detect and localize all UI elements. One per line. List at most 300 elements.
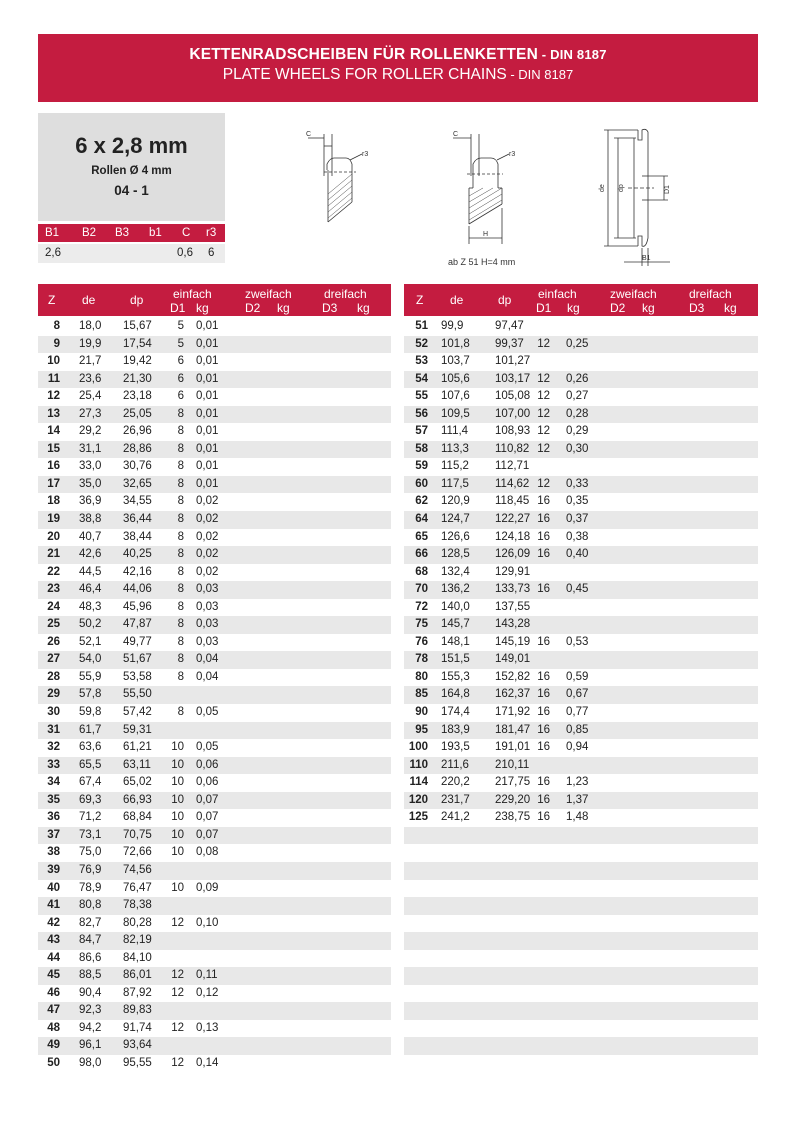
cell-kg: 0,05 [196,706,219,719]
cell-dp: 107,00 [495,407,531,420]
th-einfach: einfach [173,287,212,301]
cell-z: 47 [47,1004,60,1017]
cell-de: 48,3 [79,600,102,613]
th-d2-r: D2 [610,301,626,315]
cell-z: 65 [415,530,428,543]
cell-d1: 8 [177,513,184,526]
cell-de: 42,6 [79,548,102,561]
table-row [404,844,758,862]
cell-dp: 47,87 [123,618,152,631]
cell-dp: 36,44 [123,513,152,526]
dim-head-c: C [182,227,191,239]
cell-kg: 0,02 [196,530,219,543]
cell-de: 29,2 [79,425,102,438]
cell-d1: 16 [537,688,550,701]
cell-de: 115,2 [441,460,469,473]
cell-z: 58 [415,442,428,455]
cell-dp: 122,27 [495,513,531,526]
cell-kg: 0,01 [196,407,219,420]
cell-z: 37 [47,828,60,841]
dim-head-b3: B3 [115,227,130,239]
spec-rollen: Rollen Ø 4 mm [91,165,172,177]
cell-de: 101,8 [441,337,470,350]
cell-dp: 38,44 [123,530,152,543]
table-header-right [404,284,758,316]
cell-de: 120,9 [441,495,470,508]
cell-kg: 0,10 [196,916,219,929]
table-row [404,739,758,757]
table-row [38,950,391,968]
cell-dp: 17,54 [123,337,152,350]
cell-z: 125 [408,811,428,824]
cell-de: 96,1 [79,1039,102,1052]
table-row [404,1020,758,1038]
cell-z: 34 [47,776,60,789]
th-kg2-r: kg [642,301,655,315]
cell-de: 38,8 [79,513,102,526]
table-row [38,862,391,880]
cell-de: 59,8 [79,706,102,719]
cell-dp: 23,18 [123,390,152,403]
cell-dp: 101,27 [495,355,531,368]
table-row [38,844,391,862]
cell-dp: 70,75 [123,828,152,841]
cell-z: 95 [415,723,428,736]
cell-kg: 0,30 [566,442,589,455]
cell-dp: 76,47 [123,881,152,894]
cell-z: 14 [47,425,60,438]
table-row [38,792,391,810]
cell-de: 94,2 [79,1021,102,1034]
cell-dp: 118,45 [495,495,530,508]
cell-z: 114 [409,776,428,789]
table-row [404,757,758,775]
cell-z: 56 [415,407,428,420]
cell-de: 23,6 [79,372,102,385]
table-row [404,616,758,634]
cell-z: 10 [47,355,60,368]
cell-z: 11 [47,372,60,385]
cell-de: 78,9 [79,881,102,894]
cell-dp: 68,84 [123,811,152,824]
table-row [38,1002,391,1020]
cell-dp: 97,47 [495,320,524,332]
cell-dp: 143,28 [495,618,531,631]
cell-z: 64 [415,513,428,526]
th-d1: D1 [170,301,186,315]
cell-dp: 34,55 [123,495,152,508]
cell-z: 12 [47,390,60,403]
table-row [38,599,391,617]
table-row [38,932,391,950]
table-row [38,722,391,740]
cell-d1: 8 [177,653,184,666]
cell-kg: 0,38 [566,530,589,543]
cell-dp: 137,55 [495,600,531,613]
cell-dp: 30,76 [123,460,152,473]
table-row [404,599,758,617]
cell-dp: 86,01 [123,969,152,982]
cell-d1: 8 [177,583,184,596]
cell-de: 36,9 [79,495,102,508]
cell-dp: 87,92 [123,986,152,999]
th-z: Z [48,293,56,307]
table-row [404,792,758,810]
cell-z: 22 [47,565,60,578]
table-body-left [38,318,391,1073]
cell-de: 61,7 [79,723,102,736]
cell-z: 17 [47,477,60,490]
cell-d1: 16 [537,670,550,683]
cell-kg: 0,02 [196,513,219,526]
cell-kg: 0,01 [196,355,219,368]
cell-d1: 10 [171,846,184,859]
cell-kg: 0,03 [196,600,219,613]
cell-d1: 12 [537,477,550,490]
table-row [404,669,758,687]
th-kg2: kg [277,301,290,315]
th-dp: dp [130,293,144,307]
table-header-left [38,284,391,316]
table-row [404,529,758,547]
cell-dp: 93,64 [123,1039,152,1052]
cell-dp: 21,30 [123,372,152,385]
cell-d1: 8 [177,670,184,683]
cell-z: 72 [415,600,428,613]
cell-de: 111,4 [441,425,469,438]
cell-z: 50 [47,1056,60,1069]
table-row [404,809,758,827]
cell-de: 220,2 [441,776,470,789]
cell-z: 90 [415,706,428,719]
cell-d1: 12 [537,442,550,455]
cell-de: 25,4 [79,390,102,403]
cell-de: 126,6 [441,530,470,543]
cell-de: 98,0 [79,1056,102,1069]
th-kg3: kg [357,301,370,315]
cell-kg: 0,03 [196,583,219,596]
cell-de: 18,0 [79,320,102,332]
table-row [404,564,758,582]
cell-de: 86,6 [79,951,102,964]
spec-size: 6 x 2,8 mm [75,133,188,158]
cell-dp: 181,47 [495,723,531,736]
cell-d1: 16 [537,811,550,824]
cell-d1: 6 [177,372,184,385]
cell-z: 46 [47,986,60,999]
cell-de: 88,5 [79,969,102,982]
cell-de: 65,5 [79,758,102,771]
cell-kg: 0,25 [566,337,589,350]
cell-kg: 0,07 [196,793,219,806]
cell-z: 8 [53,320,60,332]
cell-d1: 8 [177,600,184,613]
table-row [404,915,758,933]
cell-de: 73,1 [79,828,102,841]
cell-dp: 82,19 [123,934,152,947]
cell-z: 31 [47,723,60,736]
dim-val-b1: 2,6 [45,247,61,259]
table-row [38,441,391,459]
cell-de: 69,3 [79,793,102,806]
cell-dp: 129,91 [495,565,531,578]
dim-head-b2: B2 [82,227,97,239]
cell-kg: 0,01 [196,337,219,350]
cell-dp: 108,93 [495,425,531,438]
cell-d1: 12 [171,916,184,929]
table-row [404,353,758,371]
table-row [38,669,391,687]
cell-de: 54,0 [79,653,102,666]
cell-kg: 0,07 [196,828,219,841]
cell-d1: 12 [171,986,184,999]
th-d3-r: D3 [689,301,705,315]
cell-de: 40,7 [79,530,102,543]
cell-z: 52 [415,337,428,350]
cell-de: 92,3 [79,1004,102,1017]
page-header [38,34,758,102]
table-row [404,897,758,915]
cell-de: 76,9 [79,863,102,876]
table-row [38,1020,391,1038]
table-row [38,897,391,915]
cell-dp: 15,67 [123,320,152,332]
cell-d1: 12 [537,337,550,350]
cell-d1: 10 [171,828,184,841]
table-row [38,564,391,582]
cell-d1: 16 [537,723,550,736]
cell-de: 90,4 [79,986,102,999]
table-row [38,581,391,599]
cell-kg: 0,07 [196,811,219,824]
table-row [38,985,391,1003]
table-row [404,774,758,792]
cell-de: 145,7 [441,618,470,631]
cell-kg: 0,94 [566,741,589,754]
table-row [38,1055,391,1073]
table-row [404,967,758,985]
cell-kg: 0,59 [566,670,589,683]
cell-de: 211,6 [441,758,469,771]
cell-kg: 1,23 [566,776,589,789]
table-row [404,1002,758,1020]
cell-de: 55,9 [79,670,102,683]
cell-kg: 0,09 [196,881,219,894]
cell-kg: 0,53 [566,635,589,648]
table-row [38,336,391,354]
cell-d1: 8 [177,635,184,648]
cell-dp: 152,82 [495,670,531,683]
cell-z: 13 [47,407,60,420]
cell-d1: 16 [537,583,550,596]
table-row [38,880,391,898]
drawing-label-c2: C [453,131,459,138]
cell-z: 76 [415,635,428,648]
cell-z: 15 [47,442,60,455]
cell-dp: 61,21 [123,741,152,754]
cell-de: 231,7 [441,793,470,806]
cell-z: 35 [47,793,60,806]
th-kg1: kg [196,301,209,315]
cell-kg: 1,48 [566,811,589,824]
cell-z: 110 [409,758,428,771]
cell-de: 117,5 [441,477,469,490]
cell-kg: 0,26 [566,372,589,385]
drawing-label-dp: dp [618,184,625,192]
table-row [38,651,391,669]
cell-z: 54 [415,372,428,385]
table-row [38,388,391,406]
table-row [38,371,391,389]
cell-dp: 103,17 [495,372,531,385]
cell-z: 57 [415,425,428,438]
cell-kg: 0,28 [566,407,589,420]
cell-z: 68 [415,565,428,578]
cell-dp: 45,96 [123,600,152,613]
th-de-r: de [450,293,464,307]
drawing-note: ab Z 51 H=4 mm [448,257,516,267]
cell-d1: 8 [177,565,184,578]
cell-d1: 16 [537,706,550,719]
th-kg3-r: kg [724,301,737,315]
cell-kg: 0,02 [196,495,219,508]
cell-dp: 32,65 [123,477,152,490]
wheel-front-drawing [596,126,676,271]
table-row [404,511,758,529]
th-d1-r: D1 [536,301,552,315]
cell-dp: 210,11 [495,758,530,771]
cell-z: 25 [47,618,60,631]
cell-dp: 25,05 [123,407,152,420]
dimension-header [38,224,225,242]
table-row [404,423,758,441]
cell-d1: 8 [177,530,184,543]
header-title-de: KETTENRADSCHEIBEN FÜR ROLLENKETTEN - DIN 8187 [189,46,607,63]
table-row [404,1037,758,1055]
dim-val-r3: 6 [208,247,215,259]
cell-z: 44 [47,951,60,964]
cell-z: 66 [415,548,428,561]
drawing-label-d1: D1 [664,185,671,194]
cell-dp: 59,31 [123,723,152,736]
cell-d1: 5 [177,320,184,332]
cell-d1: 10 [171,793,184,806]
cell-de: 33,0 [79,460,102,473]
dimension-values [38,244,225,263]
cell-dp: 171,92 [495,706,531,719]
cell-dp: 84,10 [123,951,152,964]
cell-z: 36 [47,811,60,824]
cell-kg: 0,03 [196,635,219,648]
cell-kg: 0,33 [566,477,589,490]
cell-de: 21,7 [79,355,102,368]
cell-d1: 16 [537,776,550,789]
cell-z: 21 [47,548,60,561]
cell-z: 85 [415,688,428,701]
cell-kg: 0,27 [566,390,589,403]
cell-de: 132,4 [441,565,470,578]
cell-z: 20 [47,530,60,543]
cell-de: 19,9 [79,337,102,350]
cell-dp: 149,01 [495,653,531,666]
drawing-label-b1: B1 [642,255,651,262]
cell-dp: 105,08 [495,390,531,403]
cell-z: 23 [47,583,60,596]
cell-d1: 10 [171,811,184,824]
drawing-label-r3-2: r3 [509,151,516,158]
drawing-label-h: H [483,231,489,238]
table-row [38,915,391,933]
cell-z: 33 [47,758,60,771]
table-row [404,686,758,704]
cell-d1: 8 [177,460,184,473]
cell-d1: 8 [177,477,184,490]
spec-code: 04 - 1 [114,183,149,198]
cell-z: 62 [415,495,428,508]
table-row [404,950,758,968]
cell-z: 78 [415,653,428,666]
cell-kg: 0,01 [196,390,219,403]
cell-kg: 0,01 [196,460,219,473]
cell-dp: 217,75 [495,776,531,789]
table-row [404,476,758,494]
cell-z: 45 [47,969,60,982]
cell-de: 124,7 [441,513,470,526]
cell-d1: 12 [171,969,184,982]
cell-de: 174,4 [441,706,470,719]
table-row [404,651,758,669]
cell-de: 67,4 [79,776,102,789]
cell-dp: 65,02 [123,776,152,789]
table-row [404,581,758,599]
table-row [404,458,758,476]
cell-d1: 8 [177,425,184,438]
cell-z: 26 [47,635,60,648]
cell-dp: 191,01 [495,741,531,754]
cell-z: 70 [415,583,428,596]
table-row [404,932,758,950]
table-row [404,704,758,722]
cell-dp: 26,96 [123,425,152,438]
cell-de: 241,2 [441,811,470,824]
cell-dp: 40,25 [123,548,152,561]
cell-kg: 0,01 [196,320,219,332]
cell-kg: 0,01 [196,477,219,490]
cell-dp: 72,66 [123,846,152,859]
cell-dp: 126,09 [495,548,531,561]
table-row [404,880,758,898]
dim-head-b1: B1 [45,227,60,239]
table-row [404,336,758,354]
cell-z: 41 [47,899,60,912]
cell-z: 51 [415,320,428,332]
cell-z: 27 [47,653,60,666]
cell-d1: 6 [177,390,184,403]
cell-d1: 10 [171,758,184,771]
cell-z: 43 [47,934,60,947]
cell-de: 136,2 [441,583,470,596]
cell-de: 107,6 [441,390,470,403]
drawing-label-r3: r3 [362,151,369,158]
cell-de: 105,6 [441,372,470,385]
cell-de: 80,8 [79,899,102,912]
cell-z: 40 [47,881,60,894]
cell-z: 80 [415,670,428,683]
cell-z: 59 [415,460,428,473]
cell-kg: 0,14 [196,1056,219,1069]
cell-dp: 53,58 [123,670,152,683]
table-row [38,476,391,494]
